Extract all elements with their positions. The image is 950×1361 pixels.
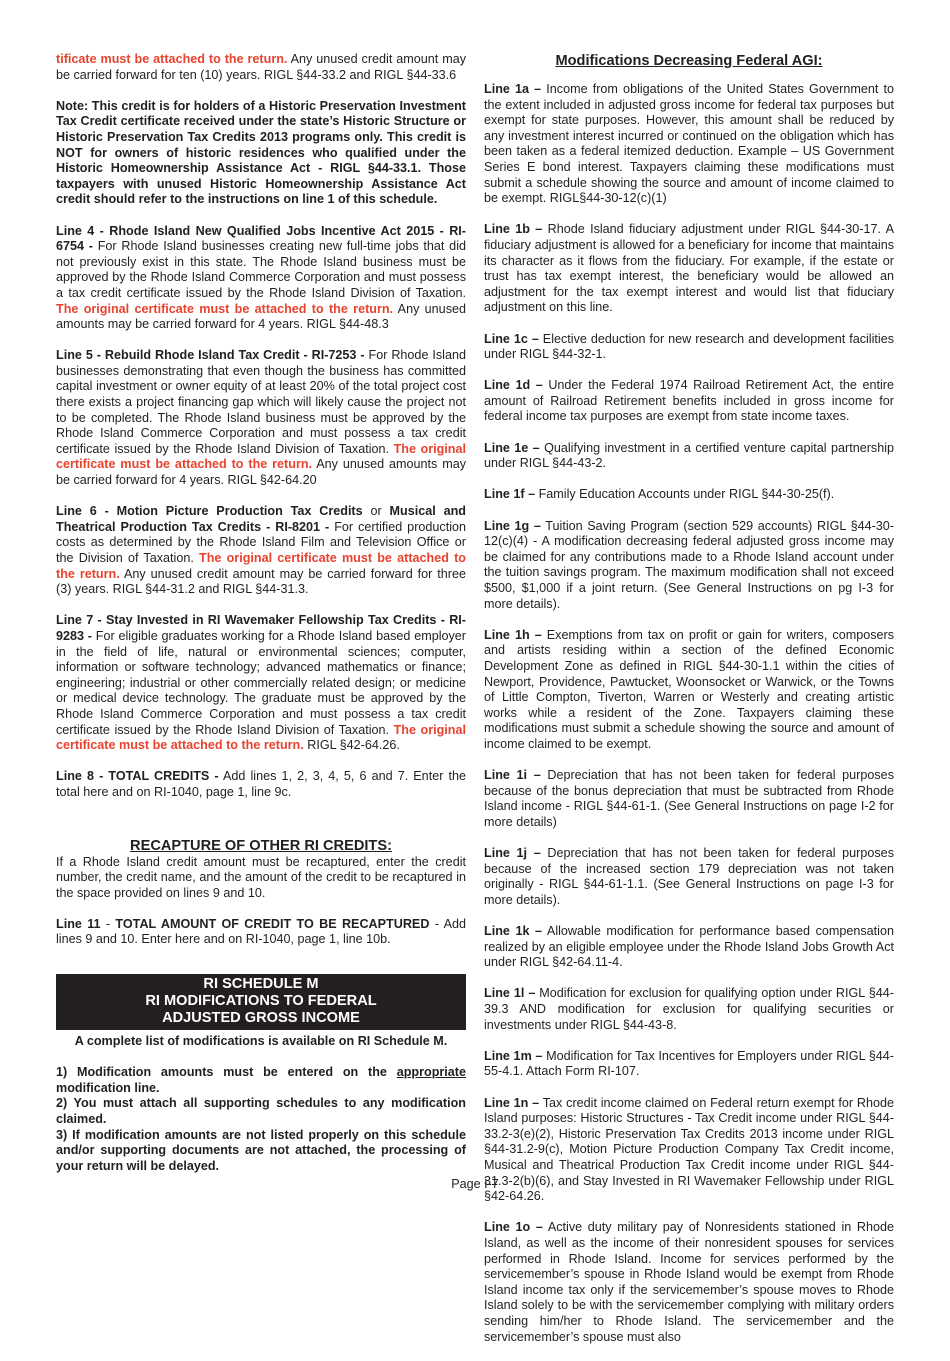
modification-line-text: Family Education Accounts under RIGL §44-30-25(f). <box>535 487 835 502</box>
modification-line-text: Modification for Tax Incentives for Employers under RIGL §44-55-4.1. Attach Form RI-107. <box>484 1048 894 1079</box>
modification-line-item <box>484 628 894 753</box>
left-column <box>56 52 466 1174</box>
modification-line-item <box>484 768 894 830</box>
line4-paragraph: Line 4 - Rhode Island New Qualified Jobs Incentive Act 2015 - RI-6754 - For Rhode Island businesses creating new full-time jobs that did not previously exist in this state. The Rhode Island business must be approved by the Rhode Island Commerce Corporation and must possess a tax credit certificate issued by the Rhode Island Division of Taxation. The original certificate must be attached to the return. Any unused amounts may be carried forward for 4 years. RIGL §44-48.3 <box>56 223 466 332</box>
modification-line-item <box>484 846 894 908</box>
modification-line-item <box>484 222 894 316</box>
modification-line-item <box>484 487 894 503</box>
modification-line-label: Line 1g – <box>484 518 541 533</box>
rule-3: 3) If modification amounts are not listed properly on this schedule and/or supporting documents are not attached, the processing of your return will be delayed. <box>56 1127 466 1173</box>
line6-paragraph: Line 6 - Motion Picture Production Tax Credits or Musical and Theatrical Production Tax Credits - RI-8201 - For certified production costs as determined by the Rhode Island Film and Television Office or the Division of Taxation. The original certificate must be attached to the return. Any unused credit amount may be carried forward for three (3) years. RIGL §44-31.2 and RIGL §44-31.3. <box>56 504 466 597</box>
rule-1: 1) Modification amounts must be entered on the appropriate modification line. <box>56 1065 466 1095</box>
page-number: Page I-7 <box>451 1177 499 1191</box>
line8-paragraph: Line 8 - TOTAL CREDITS - Add lines 1, 2, 3, 4, 5, 6 and 7. Enter the total here and on RI-1040, page 1, line 9c. <box>56 769 466 799</box>
modification-line-item <box>484 378 894 425</box>
schedule-m-title-line1: RI SCHEDULE M <box>203 976 319 993</box>
schedule-m-title-box <box>56 974 466 1030</box>
modification-line-text: Modification for exclusion for qualifying option under RIGL §44-39.3 AND modification for exclusion for qualifying securities or investments under RIGL §44-43-8. <box>484 986 894 1032</box>
recapture-heading: RECAPTURE OF OTHER RI CREDITS: <box>130 837 392 854</box>
line7-paragraph: Line 7 - Stay Invested in RI Wavemaker Fellowship Tax Credits - RI-9283 - For eligible graduates working for a Rhode Island based employer in the field of life, natural or environmental sciences; computer, information or software technology; advanced mathematics or finance; engineering; industrial or other commercially related design; or medicine or medical device technology. The graduate must be approved by the Rhode Island Commerce Corporation and must possess a tax credit certificate issued by the Rhode Island Division of Taxation. The original certificate must be attached to the return. RIGL §42-64.26. <box>56 613 466 753</box>
modification-line-text: Active duty military pay of Nonresidents stationed in Rhode Island, as well as the income of their nonresident spouses for services performed in Rhode Island. Income for services performed by the servicemember’s spouse in Rhode Island would be exempt from Rhode Island income tax only if the servicemember’s spouse moves to Rhode Island solely to be with the servicemember complying with military orders sending him/her to Rhode Island. The servicemember and the servicemember’s spouse must also <box>484 1220 895 1344</box>
modification-line-label: Line 1e – <box>484 440 540 455</box>
rule-2: 2) You must attach all supporting schedules to any modification claimed. <box>56 1096 466 1127</box>
schedule-m-title-line2: RI MODIFICATIONS TO FEDERAL <box>145 993 377 1010</box>
modification-line-label: Line 1c – <box>484 331 539 346</box>
modification-line-label: Line 1o – <box>484 1220 543 1235</box>
schedule-m-title-line3: ADJUSTED GROSS INCOME <box>162 1010 360 1027</box>
modification-line-item <box>484 82 894 207</box>
credit-carryforward-paragraph: tificate must be attached to the return. Any unused credit amount may be carried forward for ten (10) years. RIGL §44-33.2 and RIGL §44-33.6 <box>56 52 466 82</box>
modification-line-item <box>484 1220 894 1345</box>
modification-line-text: Rhode Island fiduciary adjustment under RIGL §44-30-17. A fiduciary adjustment is allowed for a beneficiary for income that maintains its character as it flows from the fiduciary. For example, if the estate or trust has tax exempt interest, the beneficiary would be allowed an adjustment for the tax exempt interest and would list that fiduciary adjustment on this line. <box>484 222 894 315</box>
modification-line-item <box>484 1049 894 1080</box>
modification-lines-list <box>484 82 894 1345</box>
modification-line-label: Line 1h – <box>484 627 542 642</box>
modification-line-label: Line 1l – <box>484 986 536 1001</box>
complete-list-note: A complete list of modifications is available on RI Schedule M. <box>74 1034 448 1049</box>
modification-line-text: Allowable modification for performance based compensation realized by an eligible employee under the Rhode Island Jobs Growth Act under RIGL §42-64.11-4. <box>484 924 894 970</box>
historic-credit-note: Note: This credit is for holders of a Historic Preservation Investment Tax Credit certificate received under the state’s Historic Structure or Historic Preservation Tax Credits 2013 programs only. This credit is NOT for owners of historic residences who qualified under the Historic Homeownership Assistance Act - RIGL §44-33.1. Those taxpayers with unused Historic Homeownership Assistance Act credit should refer to the instructions on line 1 of this schedule. <box>56 98 466 207</box>
modification-line-label: Line 1i – <box>484 768 541 783</box>
modification-line-label: Line 1m – <box>484 1048 543 1063</box>
modification-line-text: Tax credit income claimed on Federal return exempt for Rhode Island purposes: Historic Structures - Tax Credit income under RIGL §44-33.2-3(e)(2), Historic Preservation Tax Credits 2013 income under RIGL §44-31.2-9(c), Motion Picture Production Company Tax Credit income, Musical and Theatrical Production Tax Credit income under RIGL §44-31.3-2(b)(6), and Stay Invested in RI Wavemaker Fellowship under RIGL §42-64.26. <box>484 1095 894 1204</box>
modification-line-item <box>484 441 894 472</box>
modification-line-label: Line 1d – <box>484 378 543 393</box>
modification-line-text: Income from obligations of the United States Government to the extent included in adjusted gross income for federal tax purposes but exempt for state purposes. However, this amount shall be reduced by any investment interest incurred or continued on the obligation which has been taken as a federal itemized deduction. Example – US Government Series E bond interest. Taxpayers claiming these modifications must submit a schedule showing the source and amount of income claimed to be exempt. RIGL§44-30-12(c)(1) <box>484 82 894 206</box>
modification-line-text: Depreciation that has not been taken for federal purposes because of the bonus depreciation that must be subtracted from Rhode Island income - RIGL §44-61-1. (See General Instructions on page I-2 for more details) <box>484 768 894 829</box>
modification-line-text: Qualifying investment in a certified venture capital partnership under RIGL §44-43-2. <box>484 440 894 471</box>
modification-line-item <box>484 986 894 1033</box>
modification-line-item <box>484 332 894 363</box>
modification-line-item <box>484 924 894 971</box>
line11-paragraph: Line 11 - TOTAL AMOUNT OF CREDIT TO BE RECAPTURED - Add lines 9 and 10. Enter here and on RI-1040, page 1, line 10b. <box>56 916 467 947</box>
modification-line-item <box>484 519 894 613</box>
modification-line-text: Under the Federal 1974 Railroad Retirement Act, the entire amount of Railroad Retirement benefits included in gross income for federal income tax purposes are exempt from state income taxes. <box>484 378 894 424</box>
modification-line-label: Line 1k – <box>484 924 543 939</box>
modification-line-label: Line 1j – <box>484 846 541 861</box>
modifications-decreasing-heading: Modifications Decreasing Federal AGI: <box>555 53 823 69</box>
modification-line-label: Line 1f – <box>484 487 536 502</box>
right-column <box>484 52 894 1361</box>
modification-line-text: Elective deduction for new research and development facilities under RIGL §44-32-1. <box>484 331 895 362</box>
modification-line-label: Line 1a – <box>484 82 542 96</box>
modification-line-text: Depreciation that has not been taken for federal purposes because of the increased section 179 depreciation was not taken originally - RIGL §44-61-1.1. (See General Instructions on page I-3 for more details). <box>484 846 894 907</box>
modification-line-text: Exemptions from tax on profit or gain for writers, composers and artists residing within a section of the defined Economic Development Zone as defined in RIGL §44-30-1.1 within the cities of Newport, Providence, Pawtucket, Woonsocket or Warwick, or the Towns of Little Compton, Tiverton, Warren or Westerly and creating artistic works while a resident of the Zone. Taxpayers claiming these modifications must submit a schedule showing the source and amount of income claimed to be exempt. <box>484 627 894 751</box>
recapture-paragraph: If a Rhode Island credit amount must be recaptured, enter the credit number, the credit name, and the amount of the credit to be recaptured in the space provided on lines 9 and 10. <box>56 854 466 900</box>
line5-paragraph: Line 5 - Rebuild Rhode Island Tax Credit - RI-7253 - For Rhode Island businesses demonstrating that even though the business has committed capital investment or owner equity of at least 20% of the total project cost there exists a project financing gap which will likely cause the project not to be completed. The Rhode Island business must be approved by the Rhode Island Commerce Corporation and must possess a tax credit certificate issued by the Rhode Island Division of Taxation. The original certificate must be attached to the return. Any unused amounts may be carried forward for 4 years. RIGL §42-64.20 <box>56 348 466 488</box>
modification-line-text: Tuition Saving Program (section 529 accounts) RIGL §44-30-12(c)(4) - A modification decreasing federal adjusted gross income may be claimed for any contributions made to a Rhode Island account under the tuition savings program. The maximum modification shall not exceed $500, $1,000 if a joint return. (See General Instructions on pg I-3 for more details). <box>484 518 895 611</box>
modification-line-label: Line 1b – <box>484 222 543 237</box>
modification-line-label: Line 1n – <box>484 1095 540 1110</box>
